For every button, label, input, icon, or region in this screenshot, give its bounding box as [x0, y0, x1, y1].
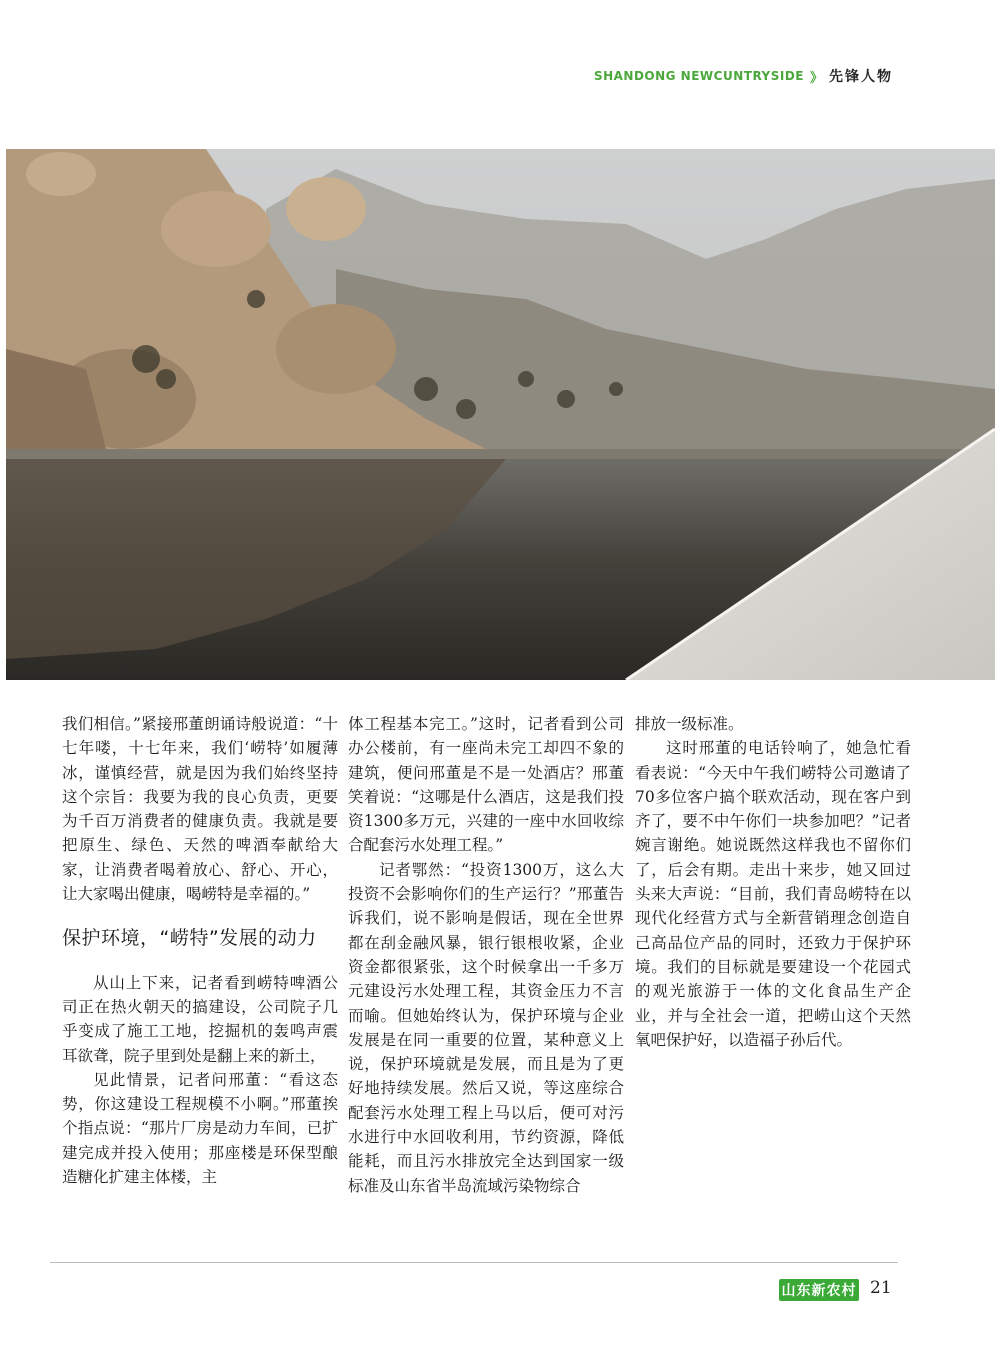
page-number: 21: [870, 1278, 892, 1298]
paragraph: 这时邢董的电话铃响了，她急忙看看表说：“今天中午我们崂特公司邀请了70多位客户搞个联欢活动，现在客户到齐了，要不中午你们一块参加吧？”记者婉言谢绝。她说既然这样我也不留你们了，后会有期。走出十来步，她又回过头来大声说：“目前，我们青岛崂特在以现代化经营方式与全新营销理念创造自己高品位产品的同时，还致力于保护环境。我们的目标就是要建设一个花园式的观光旅游于一体的文化食品生产企业，并与全社会一道，把崂山这个天然氧吧保护好，以造福子孙后代。: [635, 739, 911, 1049]
running-header: [594, 66, 893, 86]
paragraph: 体工程基本完工。”这时，记者看到公司办公楼前，有一座尚未完工却四不象的建筑，便问邢董是不是一处酒店？邢董笑着说：“这哪是什么酒店，这是我们投资1300多万元，兴建的一座中水回收综合配套污水处理工程。”: [348, 715, 624, 855]
paragraph: 我们相信。”紧接邢董朗诵诗般说道：“十七年喽，十七年来，我们‘崂特’如履薄冰，谨慎经营，就是因为我们始终坚持这个宗旨：我要为我的良心负责，更要为千百万消费者的健康负责。我就是要把原生、绿色、天然的啤酒奉献给大家，让消费者喝着放心、舒心、开心，让大家喝出健康，喝崂特是幸福的。”: [62, 715, 338, 904]
text-column-3: [635, 712, 911, 1052]
paragraph: 见此情景，记者问邢董：“看这态势，你这建设工程规模不小啊。”邢董挨个指点说：“那片厂房是动力车间，已扩建完成并投入使用；那座楼是环保型酿造糖化扩建主体楼，主: [62, 1070, 338, 1187]
magazine-logo: 山东新农村: [779, 1279, 859, 1301]
header-chevron-icon: 》: [809, 70, 823, 86]
paragraph: 从山上下来，记者看到崂特啤酒公司正在热火朝天的搞建设，公司院子几乎变成了施工工地，挖掘机的轰鸣声震耳欲聋，院子里到处是翻上来的新土，: [62, 973, 338, 1065]
text-column-1: [62, 712, 338, 1189]
landscape-photo: [6, 149, 995, 680]
footer-divider: [50, 1262, 898, 1263]
header-english: SHANDONG NEWCUNTRYSIDE: [593, 69, 804, 83]
section-heading: 保护环境，“崂特”发展的动力: [62, 927, 317, 950]
paragraph: 排放一级标准。: [635, 715, 744, 733]
header-section: 先锋人物: [829, 69, 893, 85]
paragraph: 记者鄂然：“投资1300万，这么大投资不会影响你们的生产运行？”邢董告诉我们，说不影响是假话，现在全世界都在刮金融风暴，银行银根收紧，企业资金都很紧张，这个时候拿出一千多万元建设污水处理工程，其资金压力不言而喻。但她始终认为，保护环境与企业发展是在同一重要的位置，某种意义上说，保护环境就是发展，而且是为了更好地持续发展。然后又说，等这座综合配套污水处理工程上马以后，便可对污水进行中水回收利用，节约资源，降低能耗，而且污水排放完全达到国家一级标准及山东省半岛流域污染物综合: [348, 860, 624, 1195]
text-column-2: [348, 712, 624, 1198]
